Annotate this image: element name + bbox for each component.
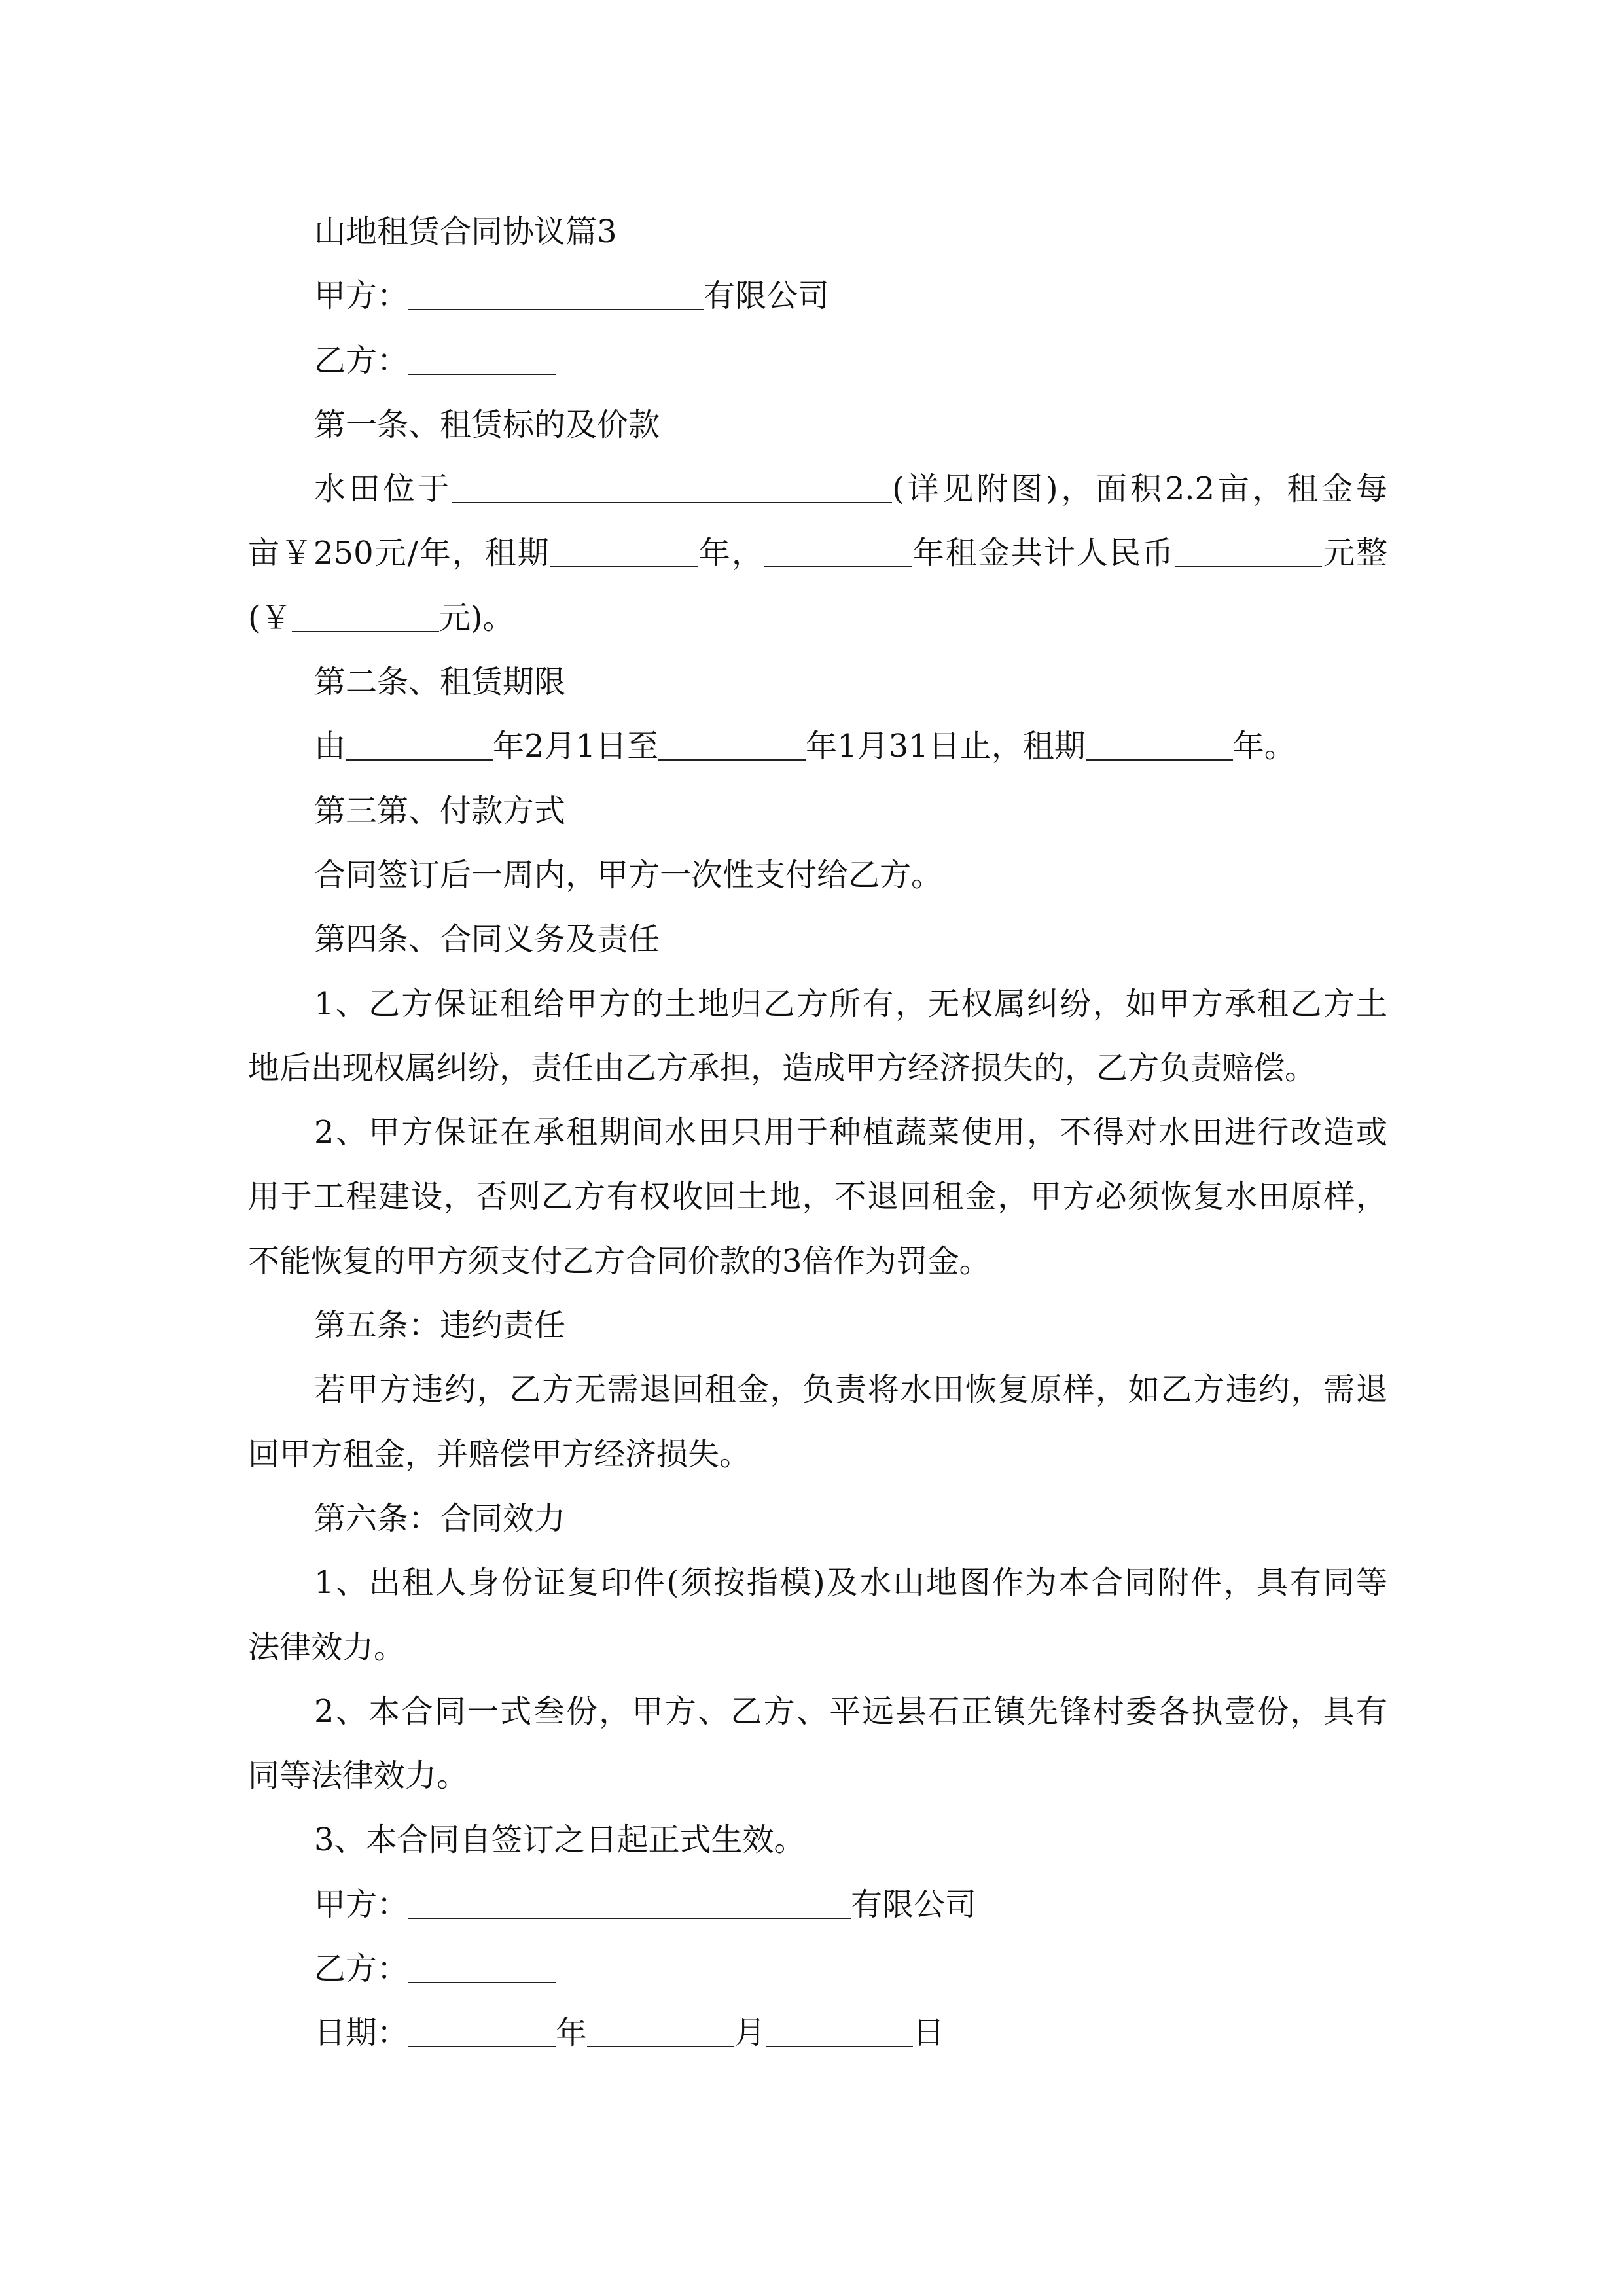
company-suffix: 有限公司 xyxy=(851,1886,977,1923)
article-4-heading: 第四条、合同义务及责任 xyxy=(314,921,660,958)
paragraph-line: 法律效力。 xyxy=(248,1628,406,1666)
text: 由 xyxy=(314,728,346,765)
paragraph-line: 地后出现权属纠纷，责任由乙方承担，造成甲方经济损失的，乙方负责赔偿。 xyxy=(248,1049,1317,1086)
text: 元整 xyxy=(1321,535,1387,572)
location-blank[interactable] xyxy=(452,476,892,503)
paragraph-line: 用于工程建设，否则乙方有权收回土地，不退回租金，甲方必须恢复水田原样， xyxy=(248,1178,1387,1215)
party-a-label: 甲方： xyxy=(314,278,409,315)
party-b-blank[interactable] xyxy=(408,348,556,375)
article-6-heading: 第六条：合同效力 xyxy=(314,1499,566,1537)
text: 年 xyxy=(556,2015,588,2052)
article-3-heading: 第三第、付款方式 xyxy=(314,792,566,829)
text: 年1月31日止，租期 xyxy=(806,728,1086,765)
text: 年2月1日至 xyxy=(493,728,659,765)
company-suffix: 有限公司 xyxy=(704,278,830,315)
text: 亩￥250元/年，租期 xyxy=(248,535,550,572)
end-year-blank[interactable] xyxy=(658,733,806,761)
sign-party-a xyxy=(248,1873,1387,1937)
term-blank[interactable] xyxy=(1086,733,1233,761)
party-b-line xyxy=(248,329,1387,393)
paragraph-line: 回甲方租金，并赔偿甲方经济损失。 xyxy=(248,1435,751,1473)
date-day-blank[interactable] xyxy=(766,2020,913,2047)
term-years-blank[interactable] xyxy=(550,540,698,567)
paragraph-line: 2、甲方保证在承租期间水田只用于种植蔬菜使用，不得对水田进行改造或 xyxy=(314,1114,1387,1151)
doc-title: 山地租赁合同协议篇3 xyxy=(314,213,617,250)
party-b-label: 乙方： xyxy=(314,1950,409,1988)
paragraph-line: 不能恢复的甲方须支付乙方合同价款的3倍作为罚金。 xyxy=(248,1242,991,1280)
text: 年， xyxy=(697,535,764,572)
paragraph-line: 2、本合同一式叁份，甲方、乙方、平远县石正镇先锋村委各执壹份，具有 xyxy=(314,1693,1387,1730)
paragraph-line: 1、出租人身份证复印件(须按指模)及水山地图作为本合同附件，具有同等 xyxy=(314,1564,1387,1602)
start-year-blank[interactable] xyxy=(346,733,493,761)
total-amount-blank[interactable] xyxy=(292,605,439,632)
article-1-line xyxy=(248,521,1387,585)
text: 水田位于 xyxy=(314,471,453,508)
years-blank[interactable] xyxy=(764,540,912,567)
text: (详见附图)，面积2.2亩，租金每 xyxy=(892,471,1387,508)
total-rmb-blank[interactable] xyxy=(1175,540,1322,567)
article-1-line xyxy=(248,457,1387,521)
party-a-line xyxy=(248,264,1387,328)
text: 年。 xyxy=(1232,728,1296,765)
article-2-heading: 第二条、租赁期限 xyxy=(314,664,566,701)
text: 元)。 xyxy=(438,599,514,636)
party-b-label: 乙方： xyxy=(314,342,409,379)
article-2-line xyxy=(248,714,1387,778)
paragraph-line: 3、本合同自签订之日起正式生效。 xyxy=(314,1821,806,1859)
paragraph-line: 1、乙方保证租给甲方的土地归乙方所有，无权属纠纷，如甲方承租乙方土 xyxy=(314,985,1387,1022)
contract-document xyxy=(248,200,1387,2066)
article-1-line xyxy=(248,586,1387,650)
date-label: 日期： xyxy=(314,2015,409,2052)
text: 日 xyxy=(913,2015,945,2052)
paragraph-line: 同等法律效力。 xyxy=(248,1757,469,1795)
date-month-blank[interactable] xyxy=(587,2020,734,2047)
party-a-blank[interactable] xyxy=(408,283,704,310)
text: 年租金共计人民币 xyxy=(911,535,1175,572)
paragraph-line: 若甲方违约，乙方无需退回租金，负责将水田恢复原样，如乙方违约，需退 xyxy=(314,1371,1387,1408)
text: 月 xyxy=(734,2015,766,2052)
sign-party-b-blank[interactable] xyxy=(408,1956,556,1983)
date-year-blank[interactable] xyxy=(408,2020,556,2047)
article-1-heading: 第一条、租赁标的及价款 xyxy=(314,406,660,443)
text: (￥ xyxy=(248,599,292,636)
article-3-text: 合同签订后一周内，甲方一次性支付给乙方。 xyxy=(314,856,943,893)
sign-party-b xyxy=(248,1937,1387,2001)
party-a-label: 甲方： xyxy=(314,1886,409,1923)
sign-date xyxy=(248,2001,1387,2065)
article-5-heading: 第五条：违约责任 xyxy=(314,1307,566,1344)
sign-party-a-blank[interactable] xyxy=(408,1892,851,1919)
